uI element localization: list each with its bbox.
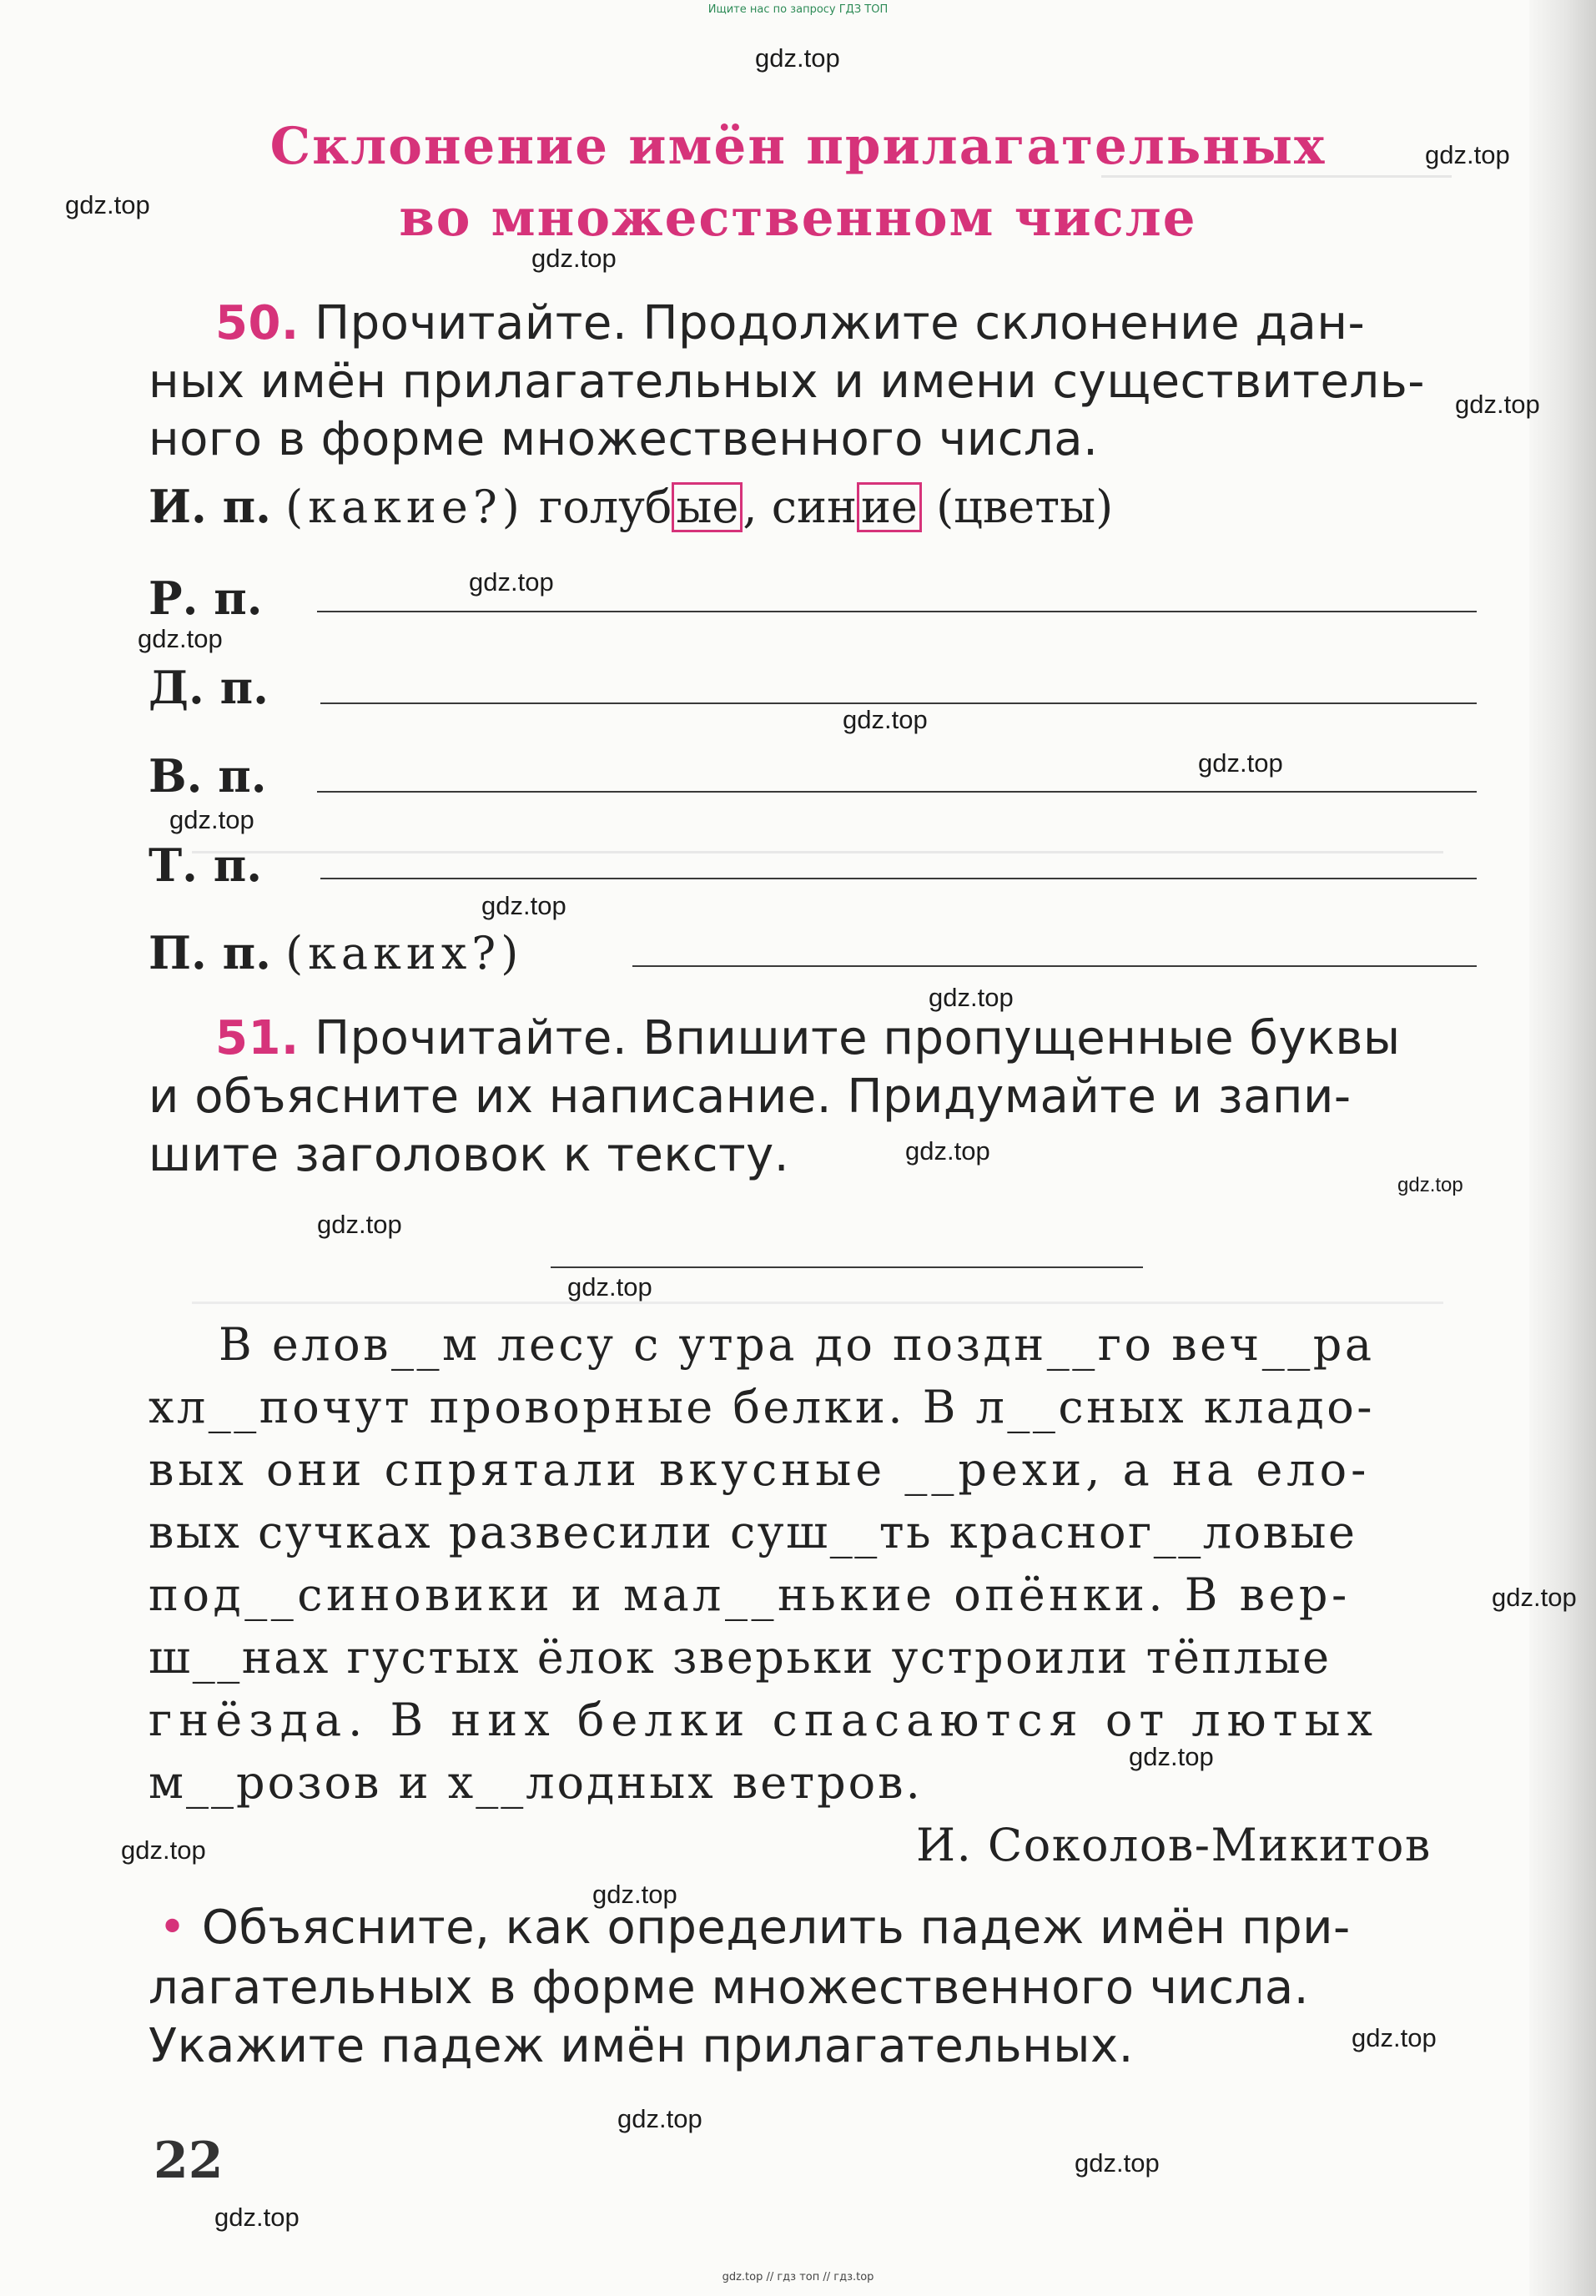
story-author: И. Соколов-Микитов bbox=[916, 1819, 1432, 1871]
case-label: В. п. bbox=[149, 749, 267, 803]
page-number: 22 bbox=[154, 2132, 224, 2190]
watermark: gdz.top bbox=[1492, 1583, 1577, 1612]
story-line-1: В елов__м лесу с утра до поздн__го веч__ра bbox=[219, 1318, 1375, 1371]
watermark: gdz.top bbox=[1425, 140, 1510, 169]
story-line-5: под__синовики и мал__нькие опёнки. В вер- bbox=[149, 1568, 1351, 1621]
watermark: gdz.top bbox=[1075, 2148, 1160, 2178]
watermark: gdz.top bbox=[169, 805, 254, 834]
exercise-51-line-2: и объясните их написание. Придумайте и запи- bbox=[149, 1070, 1352, 1124]
story-line-7: гнёзда. В них белки спасаются от лютых bbox=[149, 1694, 1379, 1746]
page-title-line-2: во множественном числе bbox=[399, 189, 1197, 248]
title-answer-line[interactable] bbox=[551, 1266, 1143, 1268]
bottom-banner: gdz.top // гдз топ // гдз.top bbox=[722, 2271, 874, 2283]
accusative-case-label bbox=[149, 749, 267, 803]
genitive-case-label bbox=[149, 571, 263, 625]
exercise-51-line-1 bbox=[215, 1011, 1401, 1065]
task-bullet-icon: • bbox=[159, 1901, 187, 1955]
watermark: gdz.top bbox=[138, 624, 223, 653]
exercise-50-line-3: ного в форме множественного числа. bbox=[149, 412, 1099, 466]
story-line-2: хл__почут проворные белки. В л__сных кладо- bbox=[149, 1381, 1375, 1433]
watermark: gdz.top bbox=[929, 983, 1014, 1012]
watermark: gdz.top bbox=[1129, 1742, 1214, 1771]
page-title-line-1: Склонение имён прилагательных bbox=[269, 117, 1327, 176]
exercise-50-number: 50. bbox=[215, 296, 300, 350]
watermark: gdz.top bbox=[1198, 748, 1283, 778]
case-label: Т. п. bbox=[149, 838, 263, 892]
dative-answer-line[interactable] bbox=[320, 702, 1477, 704]
comma: , bbox=[743, 481, 758, 533]
watermark: gdz.top bbox=[65, 190, 150, 219]
adjective-1 bbox=[539, 481, 743, 533]
adjective-2 bbox=[772, 481, 922, 533]
watermark: gdz.top bbox=[617, 2104, 702, 2133]
watermark: gdz.top bbox=[1455, 390, 1540, 419]
watermark: gdz.top bbox=[469, 567, 554, 597]
case-question: (каких?) bbox=[285, 927, 524, 979]
case-question: (какие?) bbox=[285, 481, 525, 533]
adjective-1-ending-box: ые bbox=[672, 482, 743, 532]
dative-case-label bbox=[149, 661, 269, 714]
case-label: Д. п. bbox=[149, 661, 269, 714]
watermark: gdz.top bbox=[481, 891, 566, 920]
page-gutter-shadow bbox=[1529, 0, 1596, 2296]
noun: (цветы) bbox=[936, 481, 1114, 533]
watermark: gdz.top bbox=[755, 43, 840, 73]
adjective-2-stem: син bbox=[771, 481, 857, 533]
exercise-50-instruction: Прочитайте. Продолжите склонение дан- bbox=[315, 296, 1366, 350]
case-label: П. п. bbox=[149, 926, 271, 979]
nominative-case-line bbox=[149, 480, 1113, 533]
story-line-6: ш__нах густых ёлок зверьки устроили тёплые bbox=[149, 1631, 1332, 1684]
watermark: gdz.top bbox=[1352, 2023, 1437, 2052]
task-line-3: Укажите падеж имён прилагательных. bbox=[149, 2019, 1134, 2073]
prepositional-case-line bbox=[149, 926, 523, 979]
exercise-51-instruction: Прочитайте. Впишите пропущенные буквы bbox=[315, 1011, 1401, 1065]
watermark: gdz.top bbox=[317, 1210, 402, 1239]
exercise-51-line-3: шите заголовок к тексту. bbox=[149, 1128, 790, 1182]
adjective-2-ending-box: ие bbox=[857, 482, 922, 532]
top-banner: Ищите нас по запросу ГДЗ ТОП bbox=[707, 3, 889, 16]
task-line-1 bbox=[159, 1901, 1351, 1955]
story-line-8: м__розов и х__лодных ветров. bbox=[149, 1756, 923, 1809]
story-line-4: вых сучках развесили суш__ть красног__ловые bbox=[149, 1506, 1357, 1558]
instrumental-answer-line[interactable] bbox=[320, 878, 1477, 879]
genitive-answer-line[interactable] bbox=[317, 611, 1477, 612]
watermark: gdz.top bbox=[592, 1880, 677, 1909]
accusative-answer-line[interactable] bbox=[317, 791, 1477, 793]
watermark: gdz.top bbox=[214, 2203, 300, 2232]
story-line-3: вых они спрятали вкусные __рехи, а на ело- bbox=[149, 1443, 1371, 1496]
prepositional-answer-line[interactable] bbox=[632, 965, 1477, 967]
instrumental-case-label bbox=[149, 838, 262, 892]
bleed-through-decor bbox=[192, 851, 1443, 853]
bleed-through-decor bbox=[192, 1302, 1443, 1304]
watermark: gdz.top bbox=[905, 1136, 990, 1166]
watermark: gdz.top bbox=[531, 244, 617, 273]
adjective-1-stem: голуб bbox=[539, 481, 672, 533]
exercise-50-line-2: ных имён прилагательных и имени существитель- bbox=[149, 355, 1425, 409]
watermark: gdz.top bbox=[1397, 1174, 1463, 1196]
watermark: gdz.top bbox=[843, 705, 928, 734]
task-line-2: лагательных в форме множественного числа. bbox=[149, 1961, 1310, 2015]
nominative-case-label: И. п. bbox=[149, 480, 271, 533]
watermark: gdz.top bbox=[567, 1272, 652, 1302]
watermark: gdz.top bbox=[121, 1835, 206, 1865]
exercise-51-number: 51. bbox=[215, 1011, 300, 1065]
exercise-50-line-1 bbox=[215, 296, 1365, 350]
case-label: Р. п. bbox=[149, 571, 263, 625]
task-text: Объясните, как определить падеж имён при- bbox=[201, 1901, 1351, 1955]
